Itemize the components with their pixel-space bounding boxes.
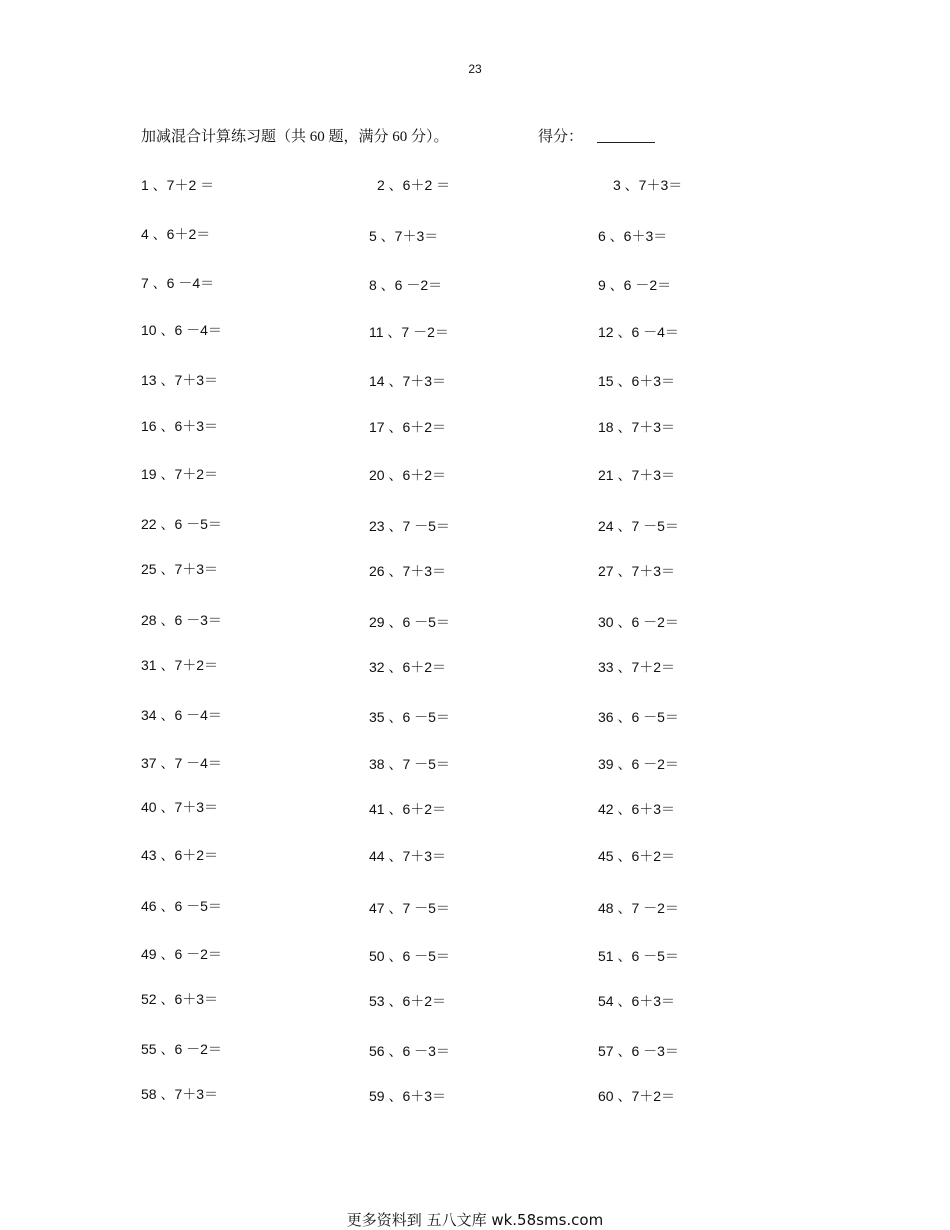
problem-21: 21 、7＋3＝ — [598, 467, 676, 483]
problem-16: 16 、6＋3＝ — [141, 418, 219, 434]
problem-53: 53 、6＋2＝ — [369, 993, 447, 1009]
problem-56: 56 、6 －3＝ — [369, 1043, 450, 1059]
problem-4: 4 、6＋2＝ — [141, 226, 211, 242]
problem-54: 54 、6＋3＝ — [598, 993, 676, 1009]
problem-50: 50 、6 －5＝ — [369, 948, 450, 964]
problem-57: 57 、6 －3＝ — [598, 1043, 679, 1059]
problem-6: 6 、6＋3＝ — [598, 228, 668, 244]
problem-25: 25 、7＋3＝ — [141, 561, 219, 577]
problem-31: 31 、7＋2＝ — [141, 657, 219, 673]
problem-39: 39 、6 －2＝ — [598, 756, 679, 772]
problem-47: 47 、7 －5＝ — [369, 900, 450, 916]
problem-40: 40 、7＋3＝ — [141, 799, 219, 815]
problem-24: 24 、7 －5＝ — [598, 518, 679, 534]
problem-48: 48 、7 －2＝ — [598, 900, 679, 916]
problem-43: 43 、6＋2＝ — [141, 847, 219, 863]
problem-36: 36 、6 －5＝ — [598, 709, 679, 725]
problem-42: 42 、6＋3＝ — [598, 801, 676, 817]
problem-9: 9 、6 －2＝ — [598, 277, 672, 293]
problem-12: 12 、6 －4＝ — [598, 324, 679, 340]
page-number: 23 — [468, 62, 482, 76]
problem-22: 22 、6 －5＝ — [141, 516, 222, 532]
problem-20: 20 、6＋2＝ — [369, 467, 447, 483]
problem-23: 23 、7 －5＝ — [369, 518, 450, 534]
problem-18: 18 、7＋3＝ — [598, 419, 676, 435]
problem-52: 52 、6＋3＝ — [141, 991, 219, 1007]
problem-10: 10 、6 －4＝ — [141, 322, 222, 338]
problem-27: 27 、7＋3＝ — [598, 563, 676, 579]
score-label: 得分： — [538, 129, 584, 145]
problem-29: 29 、6 －5＝ — [369, 614, 450, 630]
footer-watermark: 更多资料到 五八文库 wk.58sms.com — [346, 1211, 604, 1229]
worksheet-title: 加减混合计算练习题（共 60 题，满分 60 分）。 — [141, 129, 449, 145]
worksheet-header — [141, 125, 701, 147]
score-blank — [597, 125, 655, 143]
problem-49: 49 、6 －2＝ — [141, 946, 222, 962]
problem-7: 7 、6 －4＝ — [141, 275, 215, 291]
problem-34: 34 、6 －4＝ — [141, 707, 222, 723]
problem-58: 58 、7＋3＝ — [141, 1086, 219, 1102]
problem-30: 30 、6 －2＝ — [598, 614, 679, 630]
problem-13: 13 、7＋3＝ — [141, 372, 219, 388]
problem-46: 46 、6 －5＝ — [141, 898, 222, 914]
problem-51: 51 、6 －5＝ — [598, 948, 679, 964]
problem-1: 1 、7＋2 ＝ — [141, 177, 215, 193]
problem-14: 14 、7＋3＝ — [369, 373, 447, 389]
problem-33: 33 、7＋2＝ — [598, 659, 676, 675]
problem-15: 15 、6＋3＝ — [598, 373, 676, 389]
problem-44: 44 、7＋3＝ — [369, 848, 447, 864]
problem-35: 35 、6 －5＝ — [369, 709, 450, 725]
problem-5: 5 、7＋3＝ — [369, 228, 439, 244]
problem-3: 3 、7＋3＝ — [613, 177, 683, 193]
problem-37: 37 、7 －4＝ — [141, 755, 222, 771]
problem-41: 41 、6＋2＝ — [369, 801, 447, 817]
problem-59: 59 、6＋3＝ — [369, 1088, 447, 1104]
problem-8: 8 、6 －2＝ — [369, 277, 443, 293]
problem-32: 32 、6＋2＝ — [369, 659, 447, 675]
problem-28: 28 、6 －3＝ — [141, 612, 222, 628]
problem-38: 38 、7 －5＝ — [369, 756, 450, 772]
problem-45: 45 、6＋2＝ — [598, 848, 676, 864]
problem-19: 19 、7＋2＝ — [141, 466, 219, 482]
problem-26: 26 、7＋3＝ — [369, 563, 447, 579]
problem-55: 55 、6 －2＝ — [141, 1041, 222, 1057]
problem-17: 17 、6＋2＝ — [369, 419, 447, 435]
problem-11: 11 、7 －2＝ — [369, 324, 449, 340]
problem-60: 60 、7＋2＝ — [598, 1088, 676, 1104]
problem-2: 2 、6＋2 ＝ — [377, 177, 451, 193]
